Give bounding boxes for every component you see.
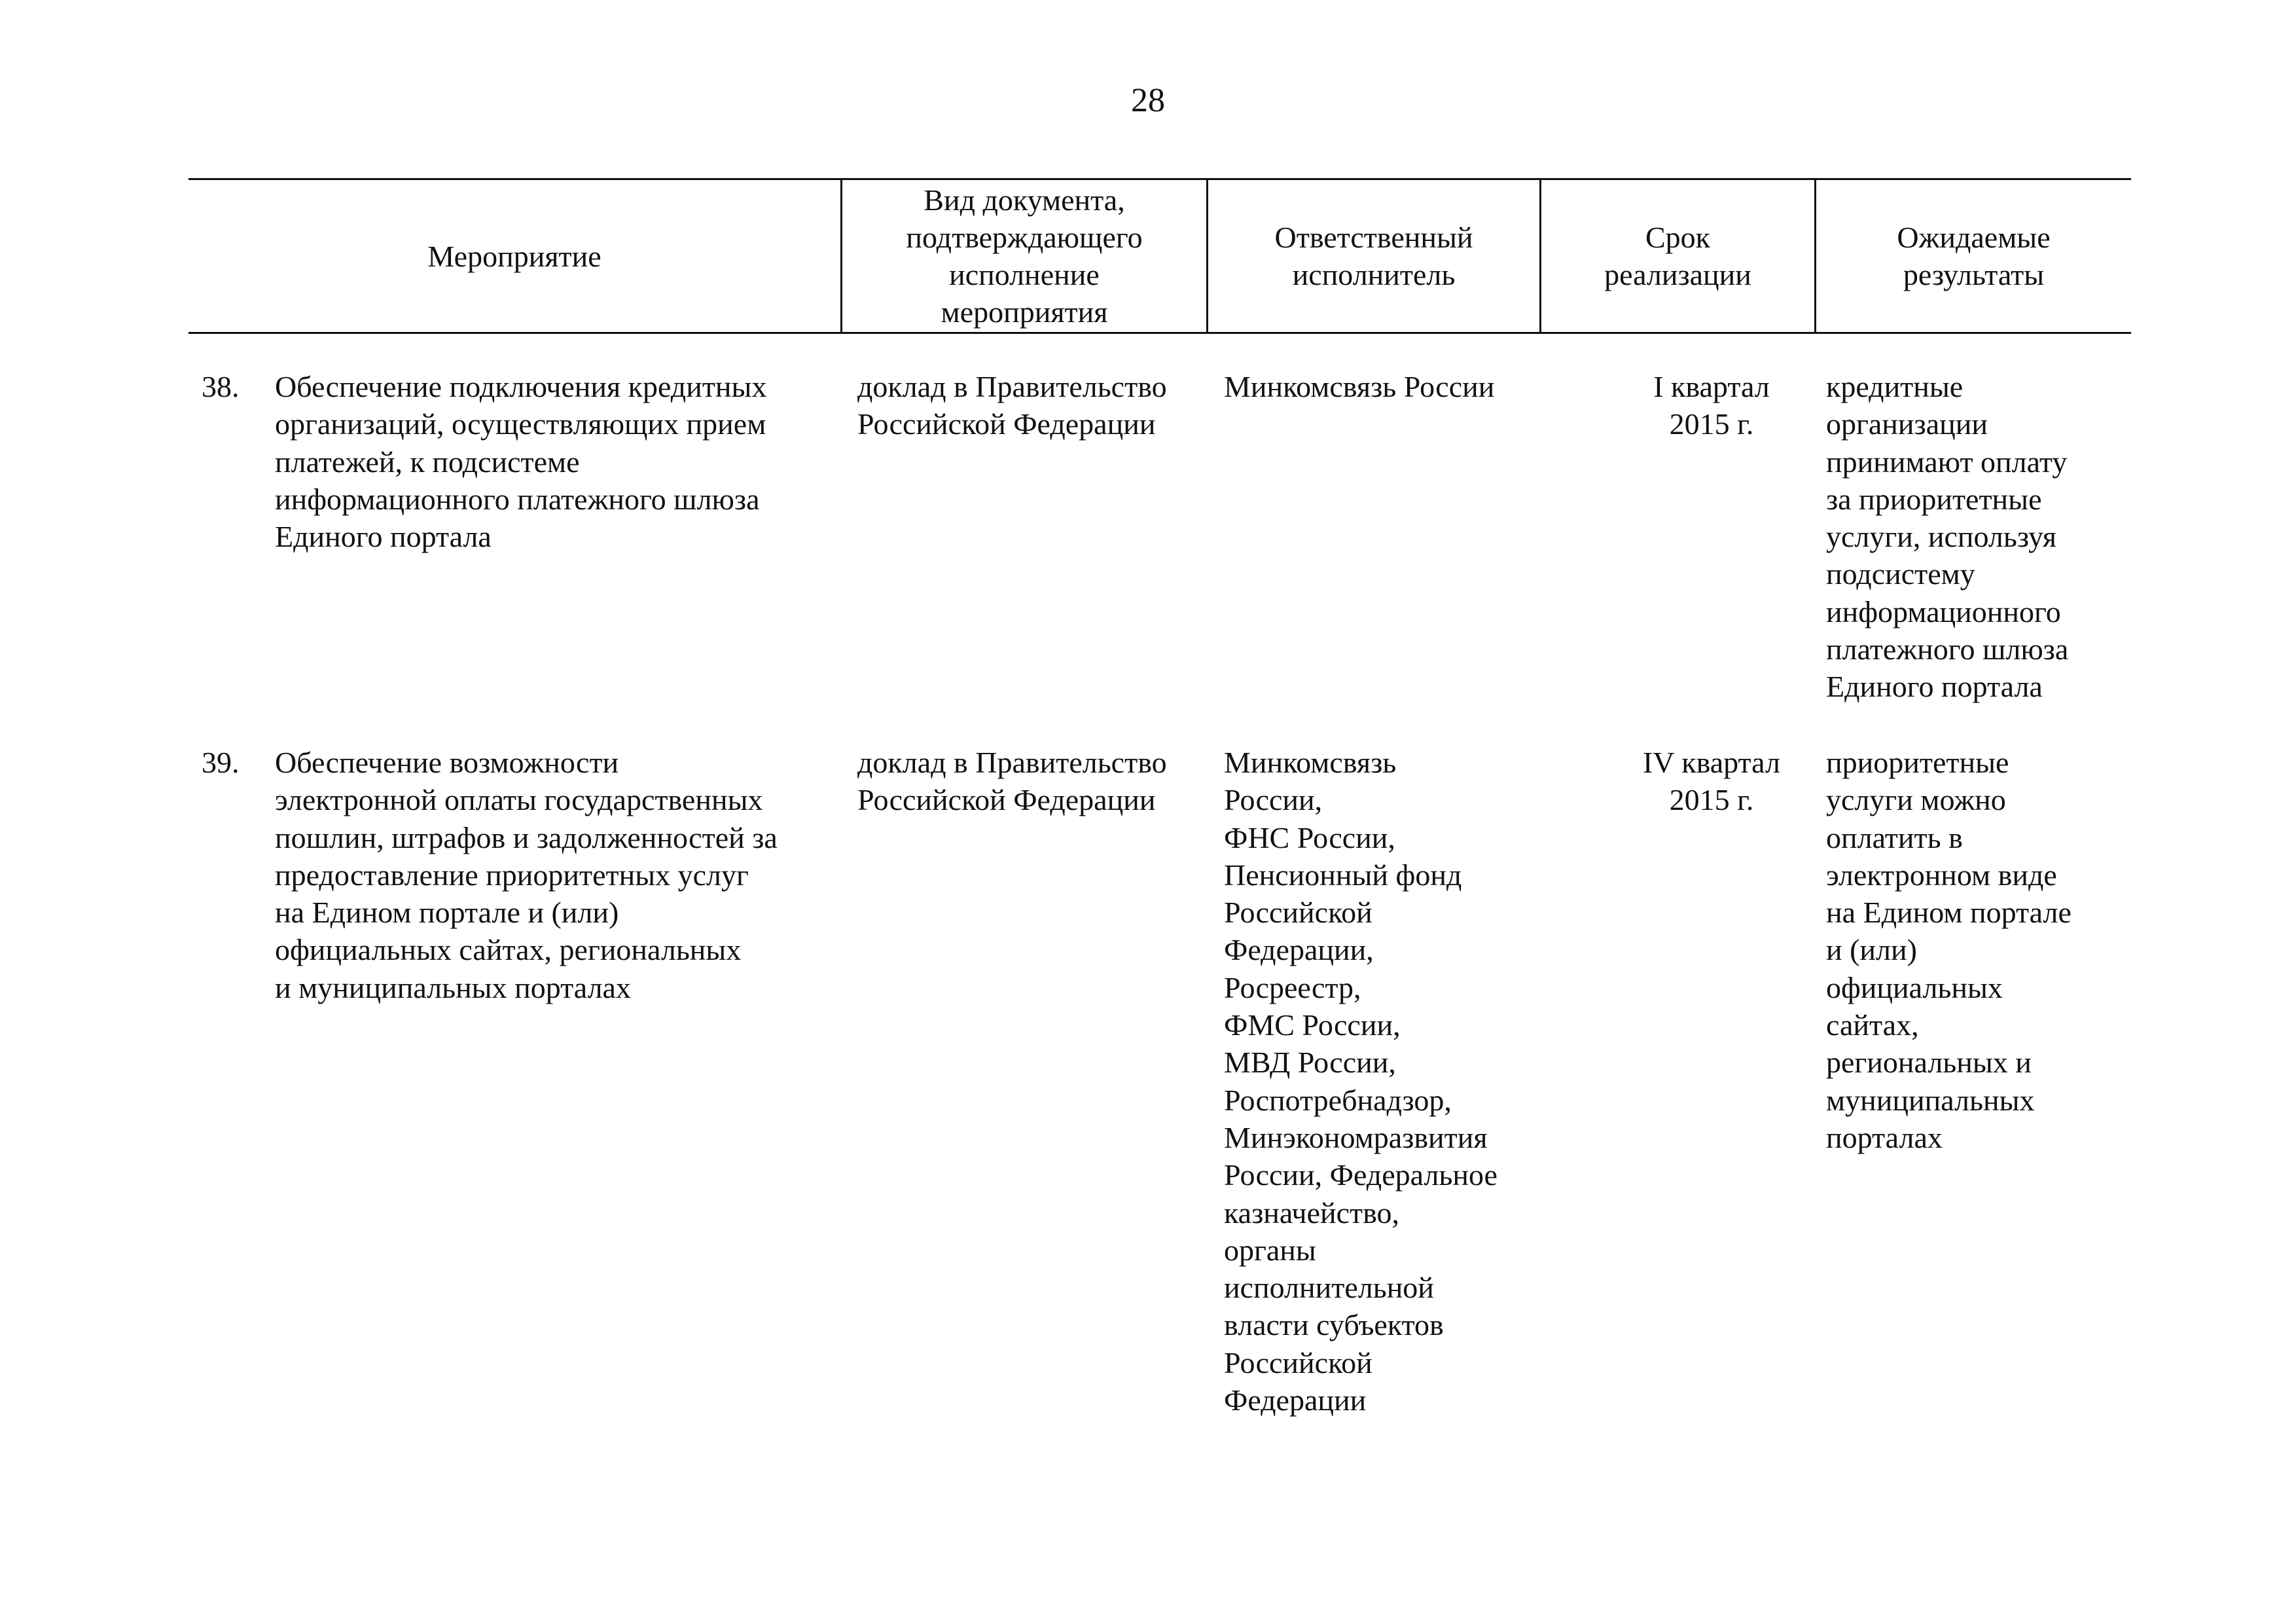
header-responsible: Ответственный исполнитель — [1274, 221, 1473, 291]
page-number: 28 — [1131, 82, 1165, 119]
row-term: I квартал 2015 г. — [1653, 370, 1770, 441]
table-row — [188, 744, 2131, 1425]
row-number: 38. — [202, 370, 240, 403]
row-document: доклад в Правительство Российской Федерации — [857, 370, 1167, 441]
measures-table — [188, 178, 2131, 1417]
row-responsible: Минкомсвязь России, ФНС России, Пенсионный фонд Российской Федерации, Росреестр, ФМС России, МВД России, Роспотребнадзор, Минэкономразвития России, Федеральное казначейство, органы исполнительной власти субъектов Российской Федерации — [1224, 746, 1498, 1417]
row-result: приоритетные услуги можно оплатить в электронном виде на Едином портале и (или) официальных сайтах, региональных и муниципальных порталах — [1826, 746, 2072, 1154]
header-event: Мероприятие — [427, 239, 601, 273]
row-responsible: Минкомсвязь России — [1224, 370, 1495, 403]
table-row — [188, 368, 2131, 708]
row-document: доклад в Правительство Российской Федерации — [857, 746, 1167, 817]
row-event: Обеспечение подключения кредитных организаций, осуществляющих прием платежей, к подсистеме информационного платежного шлюза Единого портала — [275, 370, 767, 554]
header-document: Вид документа, подтверждающего исполнение мероприятия — [906, 183, 1143, 329]
header-term: Срок реализации — [1604, 221, 1751, 291]
row-term: IV квартал 2015 г. — [1643, 746, 1780, 817]
table-header — [188, 178, 2131, 334]
row-event: Обеспечение возможности электронной оплаты государственных пошлин, штрафов и задолженностей за предоставление приоритетных услуг на Едином портале и (или) официальных сайтах, региональных и муниципальных порталах — [275, 746, 778, 1004]
row-result: кредитные организации принимают оплату за приоритетные услуги, используя подсистему информационного платежного шлюза Единого портала — [1826, 370, 2069, 704]
row-number: 39. — [202, 746, 240, 779]
header-result: Ожидаемые результаты — [1897, 221, 2051, 291]
